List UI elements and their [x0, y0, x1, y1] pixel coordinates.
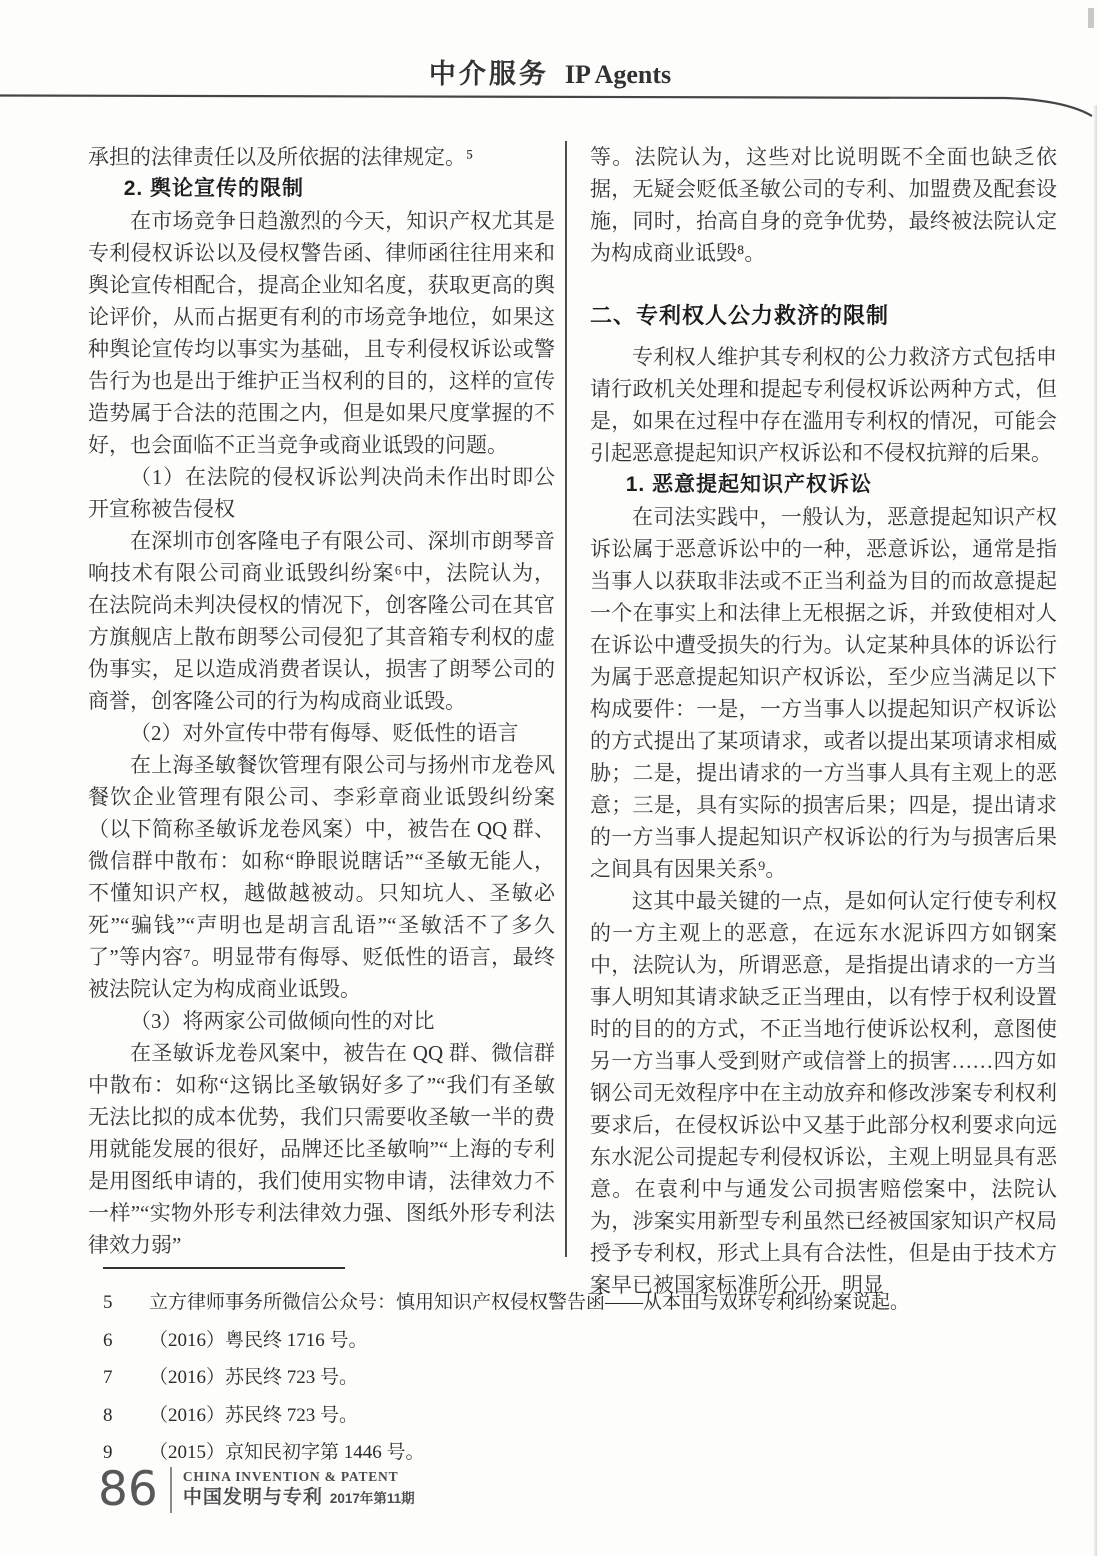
paragraph-shengmin-case: 在上海圣敏餐饮管理有限公司与扬州市龙卷风餐饮企业管理有限公司、李彩章商业诋毁纠纷案（以下简称圣敏诉龙卷风案）中，被告在 QQ 群、微信群中散布：如称“睁眼说瞎话”“圣敏无能人，不懂知识产权，越做越被动。只知坑人、圣敏必死”“骗钱”“声明也是胡言乱语”“圣敏活不了多久了”等内容⁷。明显带有侮辱、贬低性的语言，最终被法院认定为构成商业诋毁。	[88, 753, 555, 1001]
subheading-malicious-ip-litigation: 1. 恶意提起知识产权诉讼	[625, 473, 873, 496]
footnote-separator	[103, 1267, 345, 1269]
footnote-number: 8	[103, 1404, 113, 1426]
page-header	[0, 52, 1100, 91]
left-column	[88, 141, 555, 1261]
paragraph-malicious-litigation-elements: 在司法实践中，一般认为，恶意提起知识产权诉讼属于恶意诉讼中的一种，恶意诉讼，通常是指当事人以获取非法或不正当利益为目的而故意提起一个在事实上和法律上无根据之诉，并致使相对人在诉讼中遭受损失的行为。认定某种具体的诉讼行为属于恶意提起知识产权诉讼，至少应当满足以下构成要件：一是，一方当事人以提起知识产权诉讼的方式提出了某项请求，或者以提出某项请求相威胁；二是，提出请求的一方当事人具有主观上的恶意；三是，具有实际的损害后果；四是，提出请求的一方当事人提起知识产权诉讼的行为与损害后果之间具有因果关系⁹。	[590, 505, 1057, 881]
scan-corner-mark	[1088, 8, 1094, 28]
paragraph-continuation: 承担的法律责任以及所依据的法律规定。⁵	[88, 145, 474, 169]
footnotes	[103, 1284, 1023, 1472]
footnote-number: 7	[103, 1367, 113, 1388]
footnote-number: 9	[103, 1442, 113, 1463]
journal-name-cn-row	[183, 1486, 415, 1511]
footnote-text: 立方律师事务所微信公众号：慎用知识产权侵权警告函——从本田与双环专利纠纷案说起。	[149, 1292, 910, 1313]
item-1-public-claim-before-judgment: （1）在法院的侵权诉讼判决尚未作出时即公开宣称被告侵权	[88, 465, 555, 521]
section-title-en: IP Agents	[564, 60, 672, 89]
page-number: 86	[98, 1462, 158, 1517]
column-divider	[565, 141, 567, 1257]
section-title-cn: 中介服务	[428, 59, 549, 89]
item-3-biased-comparison: （3）将两家公司做倾向性的对比	[130, 1009, 435, 1033]
journal-info	[183, 1469, 415, 1511]
footnote-row	[103, 1322, 1023, 1360]
journal-name-en: CHINA INVENTION & PATENT	[182, 1468, 399, 1484]
subheading-public-opinion-limits: 2. 舆论宣传的限制	[123, 177, 305, 200]
section-heading-public-remedy-limits: 二、专利权人公力救济的限制	[590, 303, 890, 328]
paragraph-public-remedy-ways: 专利权人维护其专利权的公力救济方式包括申请行政机关处理和提起专利侵权诉讼两种方式，但是，如果在过程中存在滥用专利权的情况，可能会引起恶意提起知识产权诉讼和不侵权抗辩的后果。	[590, 345, 1057, 465]
paragraph-shenzhen-case: 在深圳市创客隆电子有限公司、深圳市朗琴音响技术有限公司商业诋毁纠纷案⁶中，法院认为，在法院尚未判决侵权的情况下，创客隆公司在其官方旗舰店上散布朗琴公司侵犯了其音箱专利权的虚伪事实，足以造成消费者误认，损害了朗琴公司的商誉，创客隆公司的行为构成商业诋毁。	[88, 529, 555, 713]
footnote-text: （2016）苏民终 723 号。	[149, 1367, 359, 1388]
scan-edge-shadow	[1093, 105, 1097, 1556]
footnote-text: （2016）苏民终 723 号。	[149, 1404, 359, 1426]
paragraph-shengmin-tornado-case: 在圣敏诉龙卷风案中，被告在 QQ 群、微信群中散布：如称“这锅比圣敏锅好多了”“我们有圣敏无法比拟的成本优势，我们只需要收圣敏一半的费用就能发展的很好，品牌还比圣敏响”“上海的专利是用图纸申请的，我们使用实物申请，法律效力不一样”“实物外形专利法律效力强、图纸外形专利法律效力弱”	[88, 1041, 555, 1257]
journal-issue: 2017年第11期	[329, 1490, 415, 1506]
journal-name-cn: 中国发明与专利	[182, 1486, 323, 1508]
paragraph-court-opinion: 等。法院认为，这些对比说明既不全面也缺乏依据，无疑会贬低圣敏公司的专利、加盟费及配套设施，同时，抬高自身的竞争优势，最终被法院认定为构成商业诋毁⁸。	[590, 145, 1057, 265]
page-footer	[98, 1462, 415, 1517]
footnote-row	[103, 1284, 1023, 1322]
footnote-row	[103, 1359, 1023, 1397]
right-column	[590, 141, 1057, 1301]
footnote-text: （2016）粤民终 1716 号。	[149, 1329, 368, 1351]
footnote-text: （2015）京知民初字第 1446 号。	[149, 1442, 425, 1463]
footnote-row	[103, 1397, 1023, 1435]
item-2-insulting-language: （2）对外宣传中带有侮辱、贬低性的语言	[130, 721, 519, 745]
footer-divider-bar	[170, 1467, 172, 1513]
paragraph-subjective-malice-cases: 这其中最关键的一点，是如何认定行使专利权的一方主观上的恶意，在远东水泥诉四方如钢案中，法院认为，所谓恶意，是指提出请求的一方当事人明知其请求缺乏正当理由，以有悖于权利设置时的目的的方式，不正当地行使诉讼权利，意图使另一方当事人受到财产或信誉上的损害……四方如钢公司无效程序中在主动放弃和修改涉案专利权利要求后，在侵权诉讼中又基于此部分权利要求向远东水泥公司提起专利侵权诉讼，主观上明显具有恶意。在袁利中与通发公司损害赔偿案中，法院认为，涉案实用新型专利虽然已经被国家知识产权局授予专利权，形式上具有合法性，但是由于技术方案早已被国家标准所公开，明显	[590, 889, 1057, 1297]
paragraph-market-competition: 在市场竞争日趋激烈的今天，知识产权尤其是专利侵权诉讼以及侵权警告函、律师函往往用来和舆论宣传相配合，提高企业知名度，获取更高的舆论评价，从而占据更有利的市场竞争地位，如果这种舆论宣传均以事实为基础，且专利侵权诉讼或警告行为也是出于维护正当权利的目的，这样的宣传造势属于合法的范围之内，但是如果尺度掌握的不好，也会面临不正当竞争或商业诋毁的问题。	[88, 209, 555, 457]
footnote-number: 6	[103, 1329, 113, 1351]
footnote-number: 5	[103, 1292, 113, 1313]
